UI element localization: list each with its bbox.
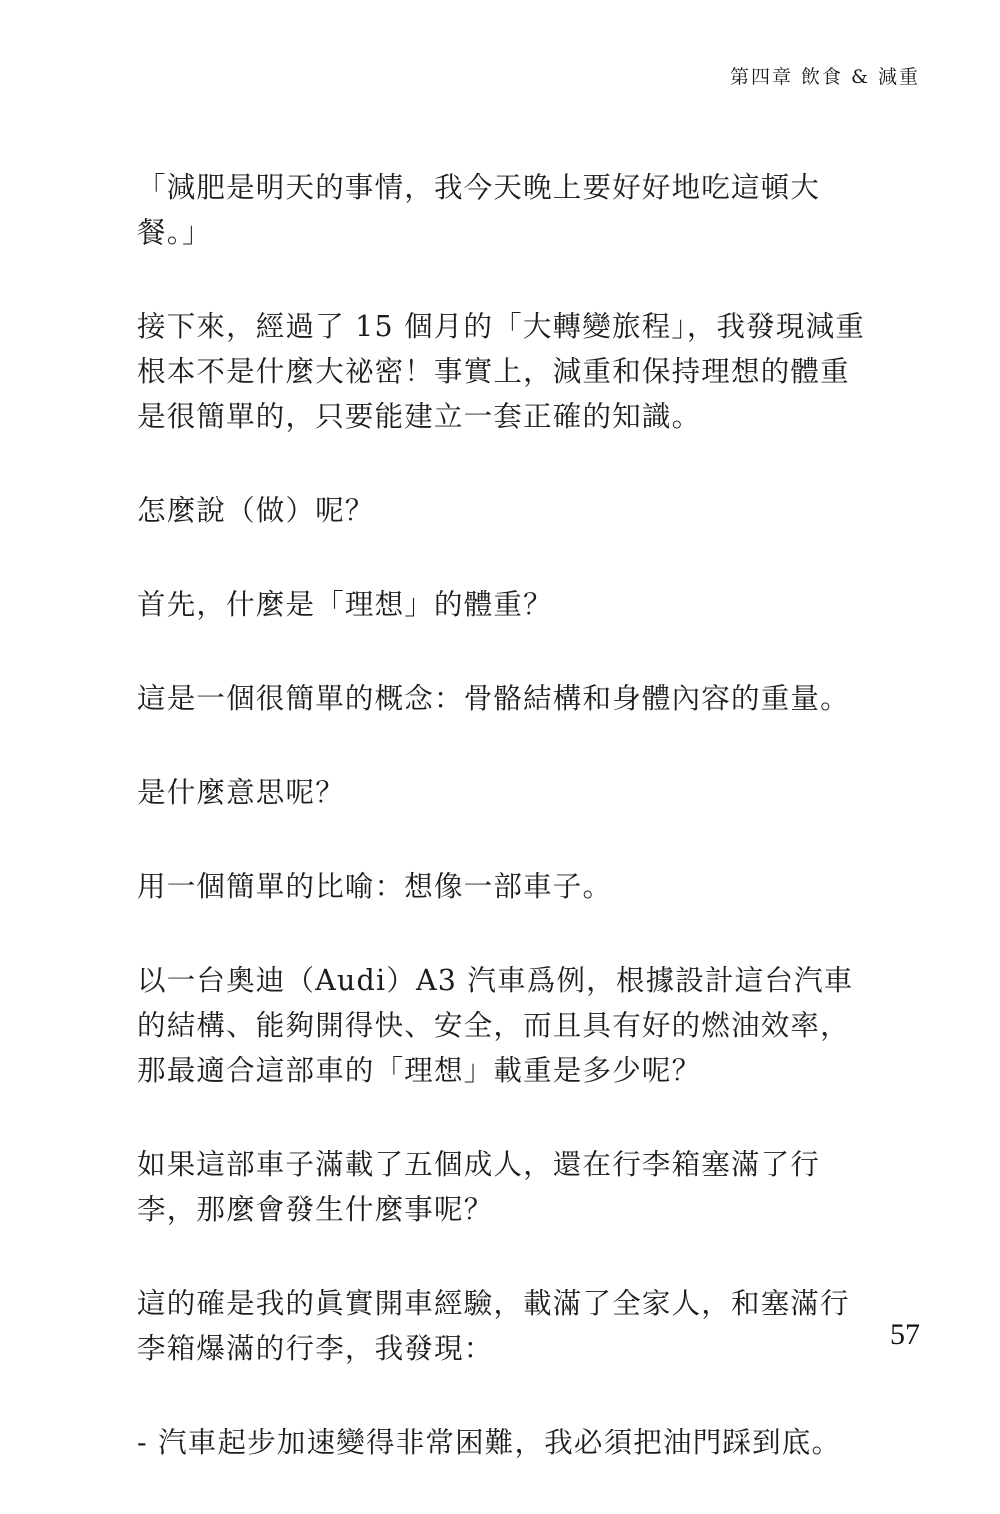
paragraph: 這是一個很簡單的概念：骨骼結構和身體內容的重量。 [137,682,850,715]
paragraph: 如果這部車子滿載了五個成人，還在行李箱塞滿了行李，那麼會發生什麼事呢？ [137,1148,821,1226]
paragraph: 是什麼意思呢？ [137,776,345,809]
paragraph: - 汽車起步加速變得非常困難，我必須把油門踩到底。 [137,1426,842,1459]
paragraph: 這的確是我的眞實開車經驗，載滿了全家人，和塞滿行李箱爆滿的行李，我發現： [137,1287,850,1365]
paragraph: 怎麼說（做）呢？ [137,494,375,527]
running-header: 第四章 飲食 & 減重 [729,66,920,88]
paragraph: 以一台奧迪（Audi）A3 汽車爲例，根據設計這台汽車的結構、能夠開得快、安全，而且具有好的燃油效率，那最適合這部車的「理想」載重是多少呢？ [137,964,854,1087]
paragraph: 接下來，經過了 15 個月的「大轉變旅程」，我發現減重根本不是什麼大祕密！事實上，減重和保持理想的體重是很簡單的，只要能建立一套正確的知識。 [137,310,866,433]
page-number: 57 [890,1318,920,1351]
paragraph: 「減肥是明天的事情，我今天晚上要好好地吃這頓大餐。」 [137,171,821,249]
paragraph: 用一個簡單的比喻：想像一部車子。 [137,870,613,903]
paragraph: 首先，什麼是「理想」的體重？ [137,588,553,621]
page-body [137,165,872,1514]
